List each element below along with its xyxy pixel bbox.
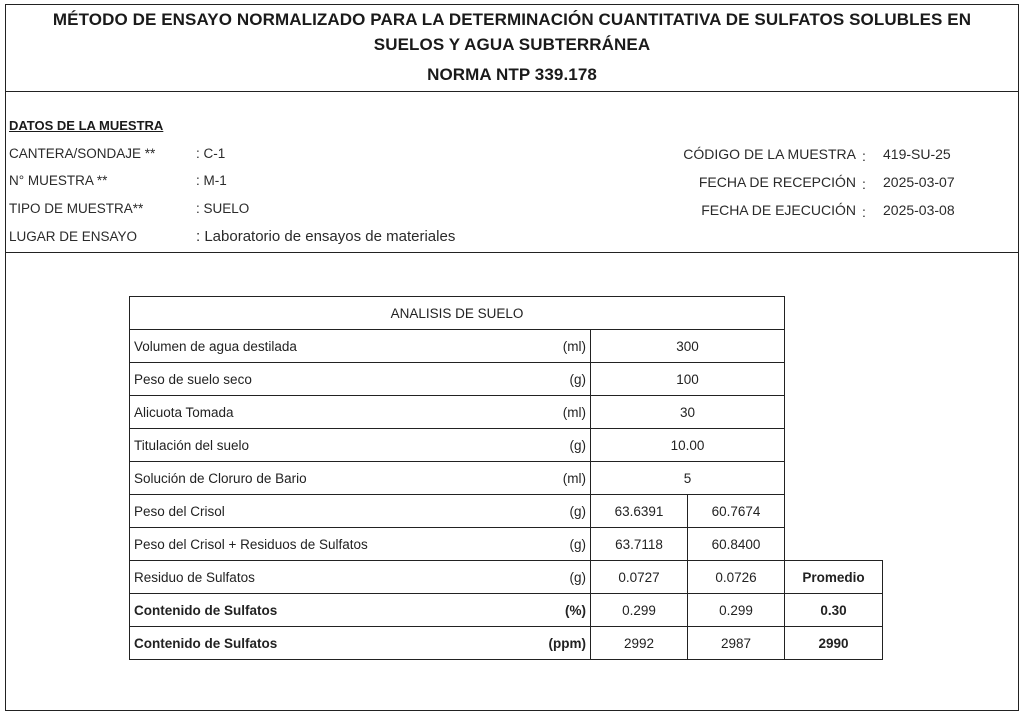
recepcion-value: 2025-03-07 bbox=[883, 174, 955, 190]
row-label: Titulación del suelo bbox=[130, 429, 520, 462]
sample-section-title: DATOS DE LA MUESTRA bbox=[9, 118, 164, 133]
row-label: Solución de Cloruro de Bario bbox=[130, 462, 520, 495]
row-value-2: 60.8400 bbox=[688, 528, 785, 561]
muestra-value: : M-1 bbox=[196, 173, 227, 188]
codigo-label: CÓDIGO DE LA MUESTRA bbox=[683, 146, 856, 162]
cantera-value: : C-1 bbox=[196, 146, 226, 161]
row-value-1: 0.0727 bbox=[591, 561, 688, 594]
row-label: Peso del Crisol + Residuos de Sulfatos bbox=[130, 528, 520, 561]
row-value: 100 bbox=[591, 363, 785, 396]
lugar-label: LUGAR DE ENSAYO bbox=[9, 229, 138, 244]
row-unit: (ml) bbox=[520, 462, 591, 495]
table-row-result bbox=[130, 594, 883, 627]
row-label: Peso de suelo seco bbox=[130, 363, 520, 396]
ejecucion-colon: : bbox=[862, 204, 866, 220]
analysis-title: ANALISIS DE SUELO bbox=[130, 297, 785, 330]
analysis-table bbox=[129, 296, 883, 660]
row-value: 10.00 bbox=[591, 429, 785, 462]
norma-label: NORMA NTP 339.178 bbox=[427, 65, 597, 84]
row-average: 0.30 bbox=[785, 594, 883, 627]
row-label: Alicuota Tomada bbox=[130, 396, 520, 429]
table-row bbox=[130, 363, 883, 396]
table-row bbox=[130, 396, 883, 429]
row-value-1: 0.299 bbox=[591, 594, 688, 627]
row-label: Residuo de Sulfatos bbox=[130, 561, 520, 594]
row-unit: (g) bbox=[520, 363, 591, 396]
row-label: Peso del Crisol bbox=[130, 495, 520, 528]
row-value-2: 0.299 bbox=[688, 594, 785, 627]
codigo-colon: : bbox=[862, 148, 866, 164]
table-row bbox=[130, 561, 883, 594]
table-row bbox=[130, 462, 883, 495]
table-row bbox=[130, 330, 883, 363]
row-unit: (ml) bbox=[520, 396, 591, 429]
row-unit: (ppm) bbox=[520, 627, 591, 660]
row-value-1: 2992 bbox=[591, 627, 688, 660]
ejecucion-label: FECHA DE EJECUCIÓN bbox=[701, 202, 856, 218]
row-value-2: 60.7674 bbox=[688, 495, 785, 528]
row-label: Contenido de Sulfatos bbox=[130, 594, 520, 627]
row-value: 300 bbox=[591, 330, 785, 363]
recepcion-label: FECHA DE RECEPCIÓN bbox=[698, 174, 856, 190]
row-unit: (g) bbox=[520, 528, 591, 561]
row-value-1: 63.6391 bbox=[591, 495, 688, 528]
cantera-label: CANTERA/SONDAJE ** bbox=[9, 146, 156, 161]
table-row bbox=[130, 429, 883, 462]
row-value: 5 bbox=[591, 462, 785, 495]
sample-divider bbox=[5, 252, 1019, 253]
recepcion-colon: : bbox=[862, 176, 866, 192]
muestra-label: N° MUESTRA ** bbox=[9, 173, 108, 188]
header-divider bbox=[5, 91, 1019, 92]
row-unit: (g) bbox=[520, 429, 591, 462]
row-label: Volumen de agua destilada bbox=[130, 330, 520, 363]
table-row bbox=[130, 495, 883, 528]
row-unit: (g) bbox=[520, 495, 591, 528]
row-unit: (ml) bbox=[520, 330, 591, 363]
tipo-value: : SUELO bbox=[196, 201, 250, 216]
row-value: 30 bbox=[591, 396, 785, 429]
table-row bbox=[130, 528, 883, 561]
ejecucion-value: 2025-03-08 bbox=[883, 202, 955, 218]
table-row-result bbox=[130, 627, 883, 660]
row-value-2: 0.0726 bbox=[688, 561, 785, 594]
lugar-value: : Laboratorio de ensayos de materiales bbox=[196, 228, 456, 245]
tipo-label: TIPO DE MUESTRA** bbox=[9, 201, 144, 216]
document-title-line1: MÉTODO DE ENSAYO NORMALIZADO PARA LA DETERMINACIÓN CUANTITATIVA DE SULFATOS SOLUBLES EN bbox=[52, 10, 972, 29]
row-average: 2990 bbox=[785, 627, 883, 660]
row-unit: (g) bbox=[520, 561, 591, 594]
row-value-2: 2987 bbox=[688, 627, 785, 660]
document-title-line2: SUELOS Y AGUA SUBTERRÁNEA bbox=[373, 35, 651, 54]
row-label: Contenido de Sulfatos bbox=[130, 627, 520, 660]
row-value-1: 63.7118 bbox=[591, 528, 688, 561]
row-unit: (%) bbox=[520, 594, 591, 627]
codigo-value: 419-SU-25 bbox=[883, 146, 951, 162]
analysis-header-row bbox=[130, 297, 883, 330]
average-header: Promedio bbox=[785, 561, 883, 594]
